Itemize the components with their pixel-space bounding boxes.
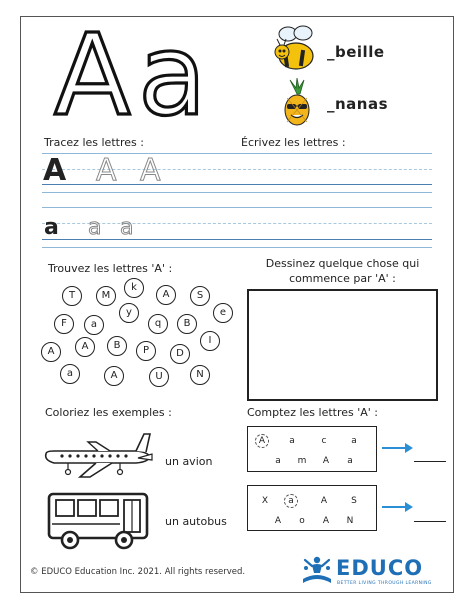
color-label: Coloriez les exemples : <box>45 406 172 419</box>
pineapple-icon <box>277 78 317 128</box>
trace-upper-solid: A <box>43 153 67 188</box>
draw-label: Dessinez quelque chose qui commence par 'A' : <box>265 257 420 285</box>
word-nanas: _nanas <box>327 95 389 113</box>
count-letter: A <box>322 516 330 526</box>
airplane-icon[interactable] <box>40 430 154 480</box>
letter-circle[interactable]: B <box>177 314 197 334</box>
bus-label: un autobus <box>165 515 227 528</box>
educo-tagline: BETTER LIVING THROUGH LEARNING <box>337 581 432 586</box>
count-letter: a <box>275 456 281 466</box>
count-letter: a <box>289 436 295 446</box>
count-letter: o <box>299 516 305 526</box>
arrow-icon <box>382 447 406 449</box>
word-beille: _beille <box>327 43 385 61</box>
big-lower-letter: a <box>138 18 207 128</box>
copyright-text: © EDUCO Education Inc. 2021. All rights reserved. <box>30 567 246 577</box>
guide-top-line <box>42 207 432 208</box>
count-letter: m <box>297 456 307 466</box>
educo-logo-text: EDUCO <box>336 556 424 580</box>
letter-circle[interactable]: N <box>190 365 210 385</box>
letter-circle[interactable]: F <box>54 314 74 334</box>
trace-lower-dotted: a <box>88 215 102 240</box>
guide-descender-line <box>42 247 432 248</box>
find-label: Trouvez les lettres 'A' : <box>48 262 173 275</box>
guide-descender-line <box>42 192 432 193</box>
trace-lower-solid: a <box>44 215 59 240</box>
letter-circle[interactable]: k <box>124 278 144 298</box>
letter-circle[interactable]: B <box>107 336 127 356</box>
write-label: Écrivez les lettres : <box>241 136 346 149</box>
count-letter: N <box>346 516 354 526</box>
letter-circle[interactable]: A <box>41 342 61 362</box>
letter-circle[interactable]: D <box>170 344 190 364</box>
letter-circle[interactable]: M <box>96 286 116 306</box>
trace-upper-dotted: A <box>140 153 161 188</box>
count-letter-circled: A <box>255 434 269 448</box>
letter-circle[interactable]: A <box>156 285 176 305</box>
bee-icon <box>270 24 322 72</box>
arrow-icon <box>382 506 406 508</box>
answer-line-2[interactable] <box>414 521 446 522</box>
letter-circle[interactable]: y <box>119 303 139 323</box>
count-letter-circled: a <box>284 494 298 508</box>
count-label: Comptez les lettres 'A' : <box>247 406 379 419</box>
letter-circle[interactable]: S <box>190 286 210 306</box>
airplane-label: un avion <box>165 455 213 468</box>
drawing-area[interactable] <box>247 289 438 401</box>
letter-circle[interactable]: I <box>200 331 220 351</box>
count-box-2 <box>247 485 377 531</box>
count-letter: A <box>274 516 282 526</box>
letter-circle[interactable]: P <box>136 341 156 361</box>
count-letter: A <box>322 456 330 466</box>
count-letter: a <box>347 456 353 466</box>
letter-circle[interactable]: A <box>75 337 95 357</box>
count-letter: S <box>351 496 357 506</box>
count-letter: X <box>261 496 269 506</box>
educo-logo-icon <box>300 553 334 585</box>
letter-circle[interactable]: a <box>84 315 104 335</box>
count-box-1 <box>247 426 377 472</box>
trace-upper-dotted: A <box>96 153 117 188</box>
letter-circle[interactable]: e <box>213 303 233 323</box>
arrow-head-icon <box>405 443 413 453</box>
letter-circle[interactable]: T <box>62 286 82 306</box>
big-letter-title <box>52 18 222 128</box>
count-letter: a <box>351 436 357 446</box>
trace-label: Tracez les lettres : <box>44 136 144 149</box>
letter-circle[interactable]: U <box>149 367 169 387</box>
big-upper-letter: A <box>54 18 131 128</box>
trace-lower-dotted: a <box>120 215 134 240</box>
answer-line-1[interactable] <box>414 461 446 462</box>
arrow-head-icon <box>405 502 413 512</box>
letter-circle[interactable]: a <box>60 364 80 384</box>
letter-circle[interactable]: q <box>148 314 168 334</box>
bus-icon[interactable] <box>46 490 150 552</box>
letter-circle[interactable]: A <box>104 366 124 386</box>
count-letter: c <box>321 436 327 446</box>
count-letter: A <box>320 496 328 506</box>
